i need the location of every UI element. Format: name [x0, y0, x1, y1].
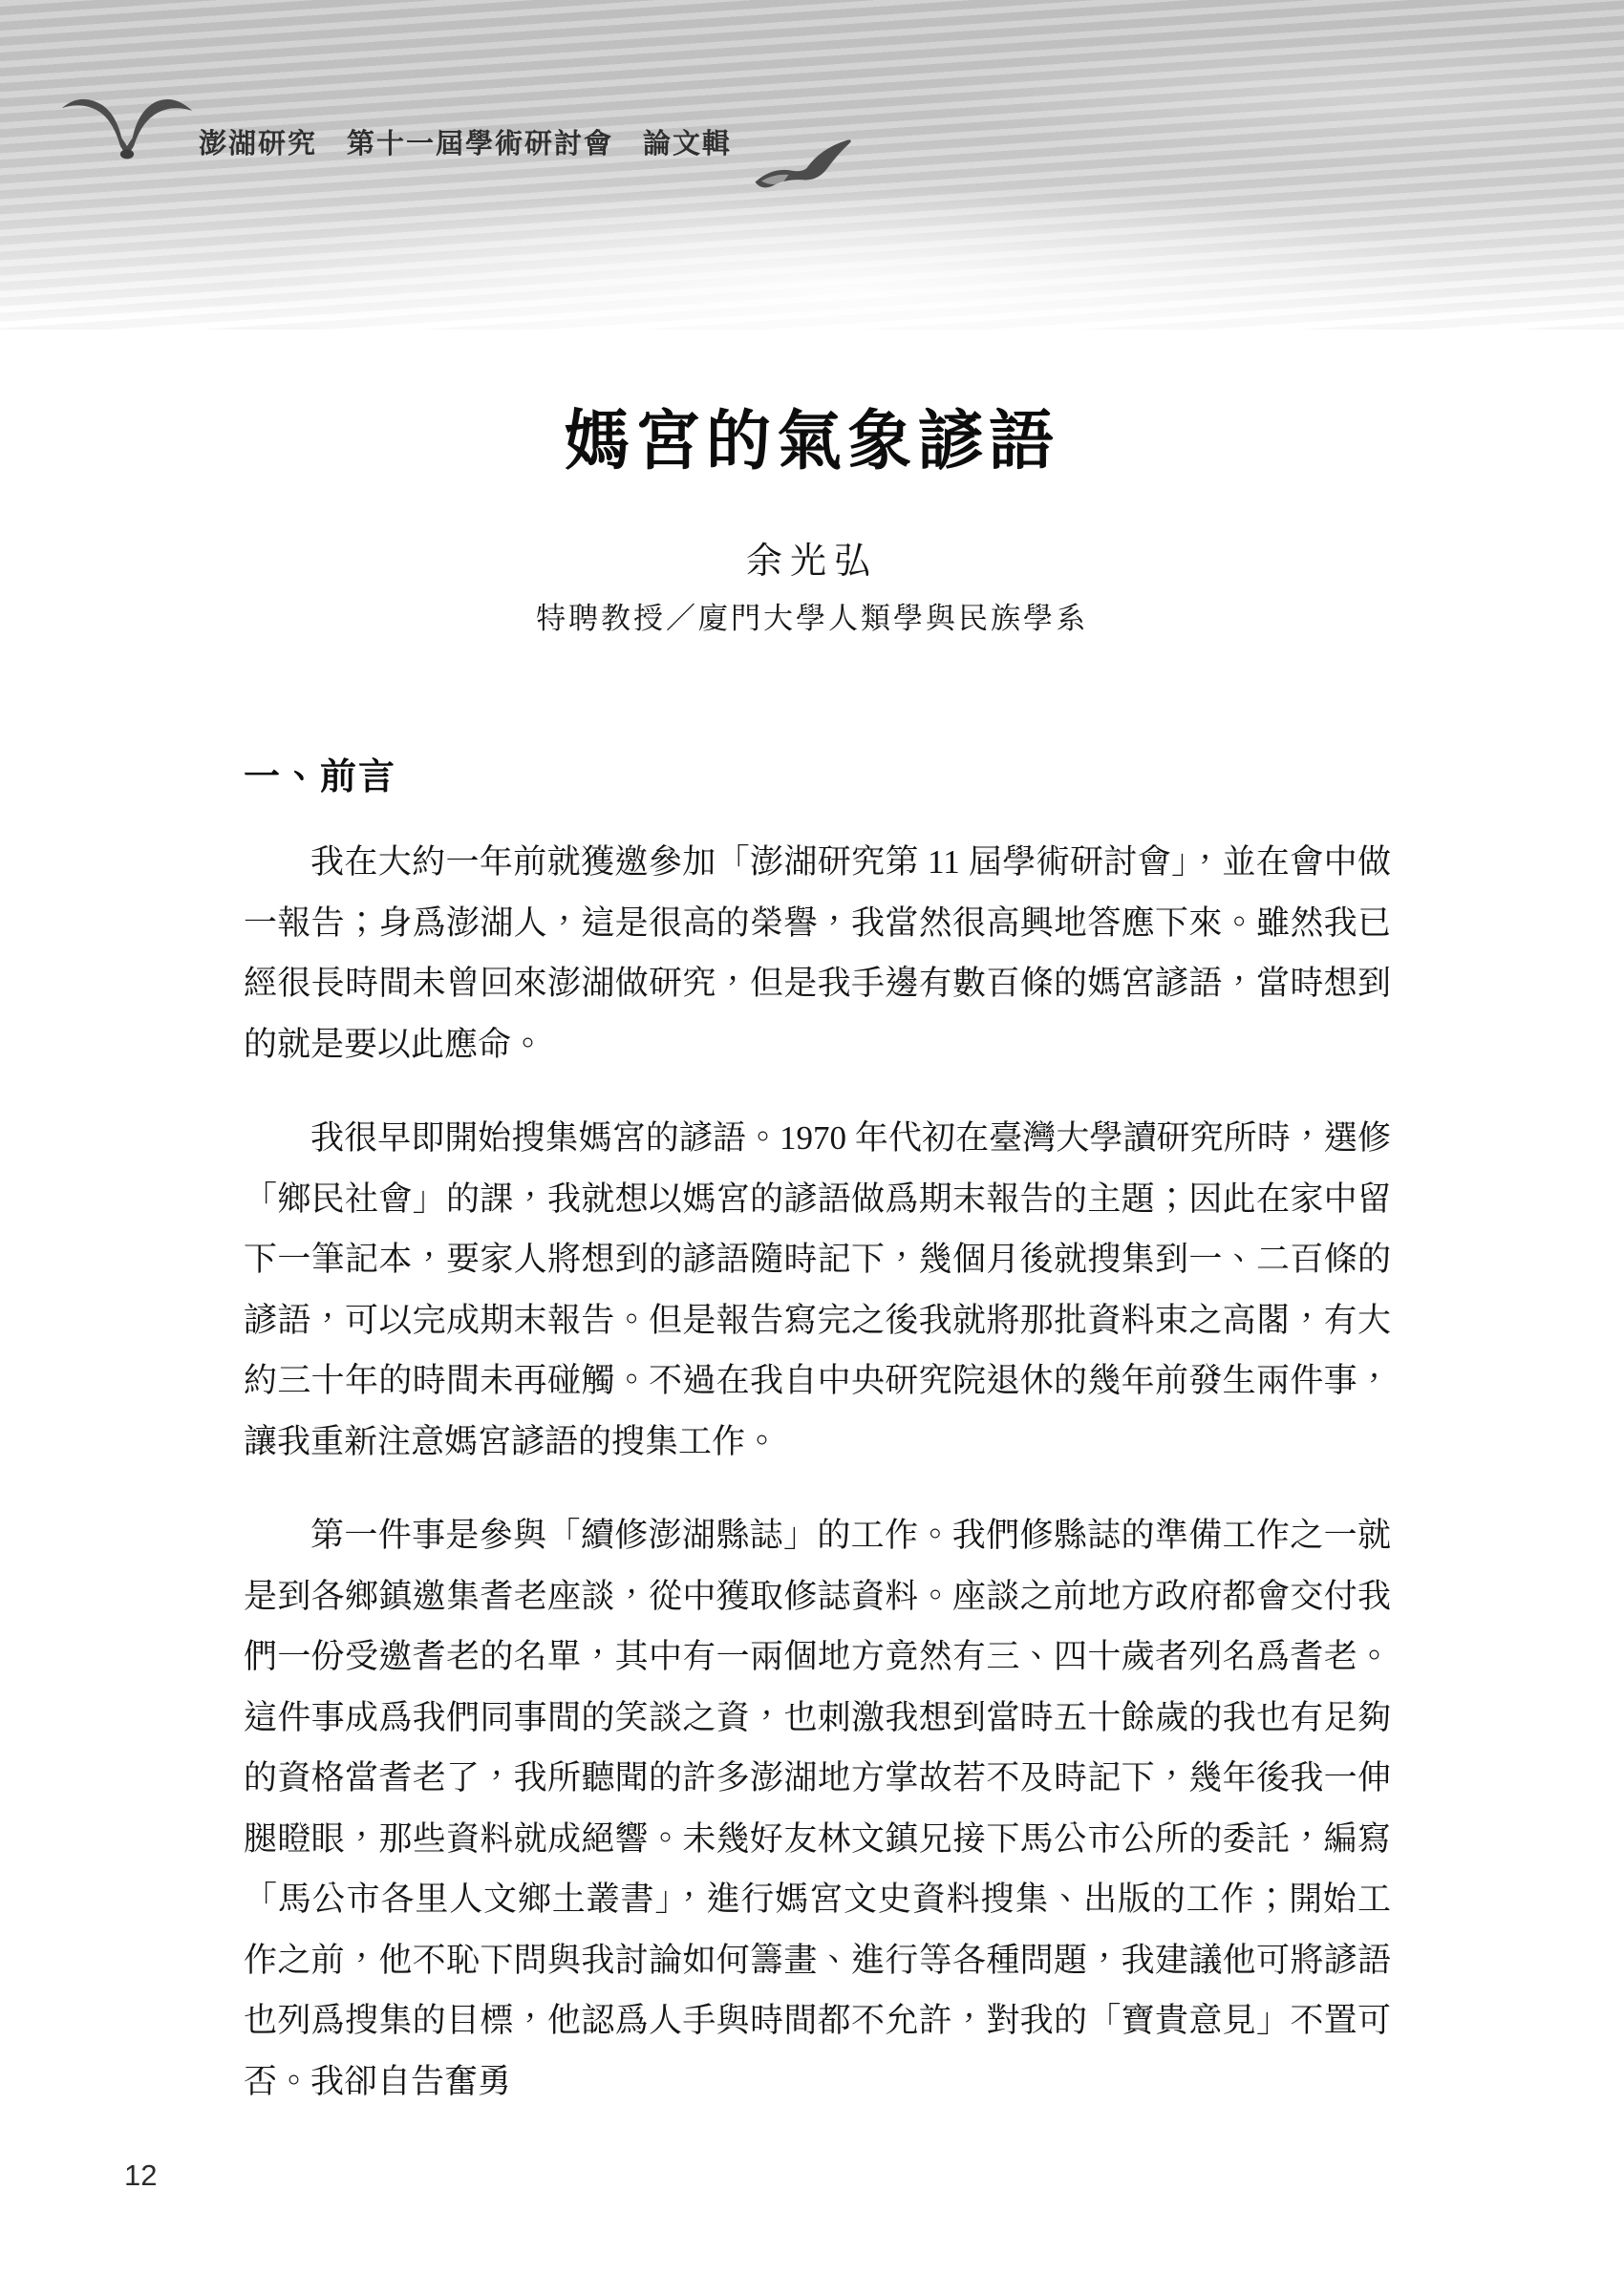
banner-title: 澎湖研究 第十一屆學術研討會 論文輯: [199, 129, 733, 159]
paragraph: 第一件事是參與「續修澎湖縣誌」的工作。我們修縣誌的準備工作之一就是到各鄉鎮邀集耆老座談，從中獲取修誌資料。座談之前地方政府都會交付我們一份受邀耆老的名單，其中有一兩個地方竟然有三、四十歲者列名爲耆老。這件事成爲我們同事間的笑談之資，也刺激我想到當時五十餘歲的我也有足夠的資格當耆老了，我所聽聞的許多澎湖地方掌故若不及時記下，幾年後我一伸腿瞪眼，那些資料就成絕響。未幾好友林文鎮兄接下馬公市公所的委託，編寫「馬公市各里人文鄉土叢書」，進行媽宮文史資料搜集、出版的工作；開始工作之前，他不恥下問與我討論如何籌畫、進行等各種問題，我建議他可將諺語也列爲搜集的目標，他認爲人手與時間都不允許，對我的「寶貴意見」不置可否。我卻自告奮勇: [244, 1517, 1391, 2100]
author-affiliation: 特聘教授／廈門大學人類學與民族學系: [536, 602, 1088, 635]
header-banner: [0, 0, 1624, 330]
page-number: 12: [124, 2158, 158, 2192]
seagull-icon: [59, 92, 195, 162]
article-title: 媽宮的氣象諺語: [564, 405, 1059, 478]
paragraph: 我在大約一年前就獲邀參加「澎湖研究第 11 屆學術研討會」，並在會中做一報告；身爲澎湖人，這是很高的榮譽，我當然很高興地答應下來。雖然我已經很長時間未曾回來澎湖做研究，但是我手邊有數百條的媽宮諺語，當時想到的就是要以此應命。: [244, 843, 1391, 1063]
author-name: 余光弘: [745, 542, 878, 582]
seagull-icon: [751, 136, 856, 195]
article-body: [244, 747, 1391, 2145]
section-heading: 一、前言: [244, 757, 397, 797]
paragraph: 我很早即開始搜集媽宮的諺語。1970 年代初在臺灣大學讀研究所時，選修「鄉民社會」的課，我就想以媽宮的諺語做爲期末報告的主題；因此在家中留下一筆記本，要家人將想到的諺語隨時記下，幾個月後就搜集到一、二百條的諺語，可以完成期末報告。但是報告寫完之後我就將那批資料束之高閣，有大約三十年的時間未再碰觸。不過在我自中央研究院退休的幾年前發生兩件事，讓我重新注意媽宮諺語的搜集工作。: [244, 1119, 1391, 1460]
